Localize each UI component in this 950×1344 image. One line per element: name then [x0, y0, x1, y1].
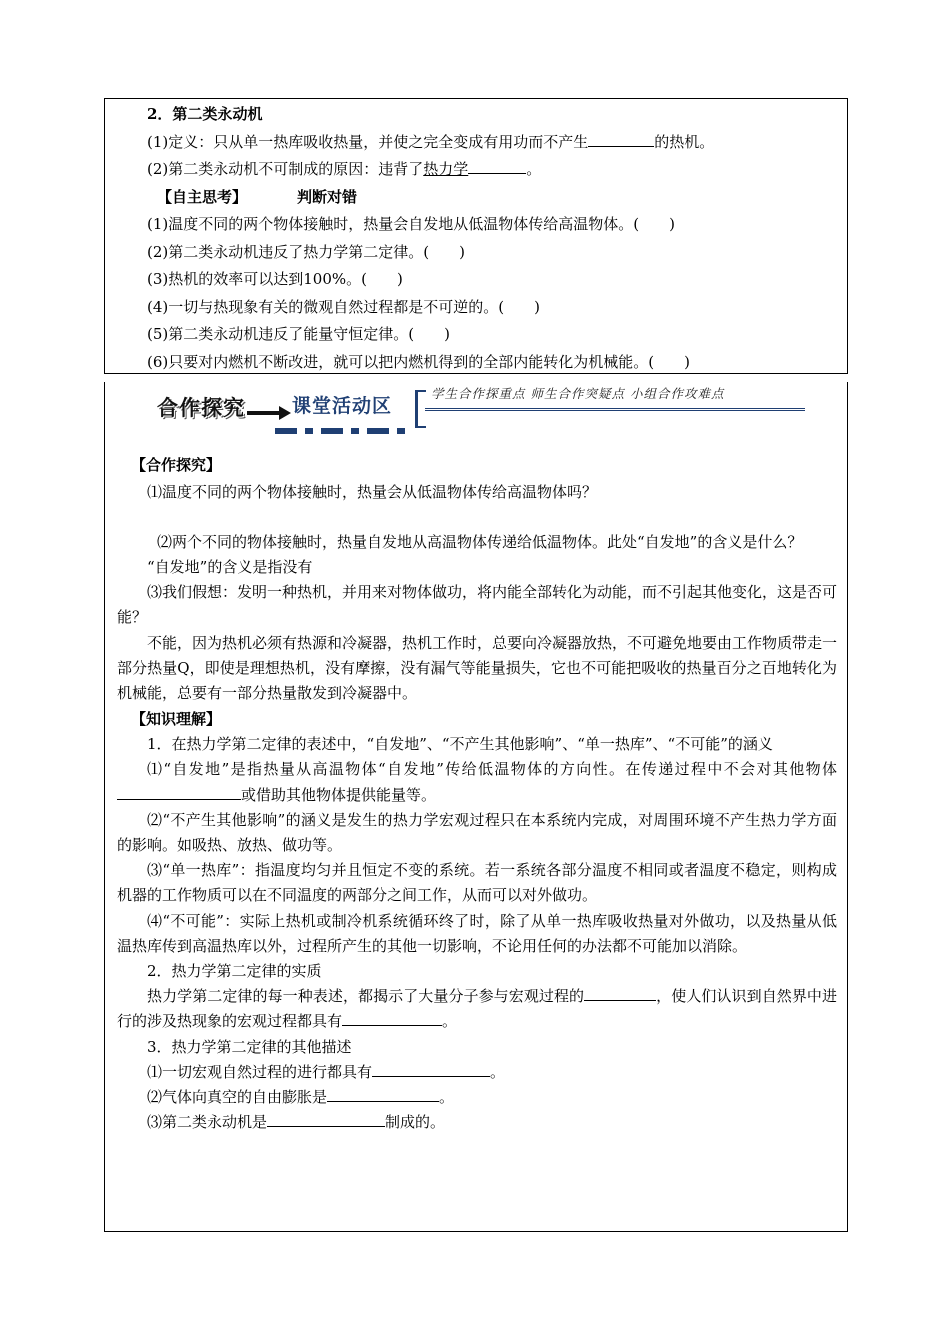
- k2a-tail: 。: [442, 1012, 458, 1031]
- knowledge-item-1d: ⑷“不可能”：实际上热机或制冷机系统循环终了时，除了从单一热库吸收热量对外做功，以及热量从低温热库传到高温热库以外，过程所产生的其他一切影响，不论用任何的办法都不可能加以消除。: [117, 911, 837, 955]
- think-subtitle: 判断对错: [297, 187, 358, 206]
- banner-slogan: 学生合作探重点 师生合作突疑点 小组合作攻难点: [431, 386, 725, 401]
- k2a-text: 热力学第二定律的每一种表述，都揭示了大量分子参与宏观过程的: [147, 987, 585, 1006]
- answer-blank[interactable]: [588, 132, 654, 147]
- k3a-text: ⑴一切宏观自然过程的进行都具有: [147, 1062, 373, 1081]
- k1a-tail: 或借助其他物体提供能量等。: [241, 785, 437, 804]
- k3b-text: ⑵气体向真空的自由膨胀是: [147, 1087, 328, 1106]
- judge-item: (2)第二类永动机违反了热力学第二定律。( ): [147, 242, 465, 261]
- answer-blank[interactable]: [267, 1112, 385, 1127]
- k3a-tail: 。: [490, 1062, 506, 1081]
- definition-line: [117, 129, 837, 157]
- answer-blank[interactable]: [342, 1011, 442, 1026]
- classroom-activity-cell: [104, 382, 848, 1232]
- coop-title: 【合作探究】: [131, 456, 222, 474]
- activity-banner: [157, 382, 837, 448]
- arrow-icon: [247, 406, 291, 420]
- k1a-text: ⑴“自发地”是指热量从高温物体“自发地”传给低温物体的方向性。在传递过程中不会对其他物体: [147, 760, 837, 779]
- think-heading: [117, 184, 837, 212]
- answer-blank[interactable]: [327, 1087, 439, 1102]
- worksheet-table: [104, 98, 848, 1232]
- k3b-tail: 。: [439, 1087, 455, 1106]
- knowledge-item-3c: [117, 1110, 837, 1135]
- banner-dash-decoration: [275, 428, 445, 436]
- judge-item: (1)温度不同的两个物体接触时，热量会自发地从低温物体传给高温物体。( ): [147, 215, 675, 233]
- knowledge-item-1a: [117, 757, 837, 807]
- reason-tail: 。: [526, 160, 542, 178]
- judge-item: (4)一切与热现象有关的微观自然过程都是不可逆的。( ): [147, 297, 540, 316]
- section-heading: 2．第二类永动机: [147, 105, 263, 123]
- coop-question-2: ⑵两个不同的物体接触时，热量自发地从高温物体传递给低温物体。此处“自发地”的含义是什么？: [157, 532, 803, 551]
- judge-item: (5)第二类永动机违反了能量守恒定律。( ): [147, 325, 450, 343]
- reason-fill: 热力学: [423, 160, 469, 178]
- judge-item: (3)热机的效率可以达到100%。( ): [147, 270, 403, 288]
- knowledge-item-2: 2．热力学第二定律的实质: [147, 961, 322, 980]
- knowledge-item-1c: ⑶“单一热库”：指温度均匀并且恒定不变的系统。若一系统各部分温度不相同或者温度不稳定，则构成机器的工作物质可以在不同温度的两部分之间工作，从而可以对外做功。: [117, 861, 837, 905]
- knowledge-item-3: 3．热力学第二定律的其他描述: [147, 1037, 352, 1056]
- answer-blank[interactable]: [372, 1062, 490, 1077]
- banner-rule: [425, 408, 805, 411]
- reason-text: (2)第二类永动机不可制成的原因：违背了: [147, 160, 424, 178]
- knowledge-item-2a: [117, 984, 837, 1034]
- knowledge-title: 【知识理解】: [131, 710, 222, 729]
- coop-answer-2: “自发地”的含义是指没有: [147, 557, 313, 576]
- coop-question-3: ⑶我们假想：发明一种热机，并用来对物体做功，将内能全部转化为动能，而不引起其他变化，这是否可能？: [117, 583, 838, 627]
- answer-blank[interactable]: [117, 785, 241, 800]
- think-title: 【自主思考】: [157, 187, 248, 206]
- definition-text: (1)定义：只从单一热库吸收热量，并使之完全变成有用功而不产生: [147, 132, 589, 151]
- knowledge-item-3b: [117, 1085, 837, 1110]
- k3c-text: ⑶第二类永动机是: [147, 1113, 268, 1132]
- coop-answer-3: 不能，因为热机必须有热源和冷凝器，热机工作时，总要向冷凝器放热，不可避免地要由工作物质带走一部分热量Q，即使是理想热机，没有摩擦，没有漏气等能量损失，它也不可能把吸收的热量百分之百地转化为机械能，总要有一部分热量散发到冷凝器中。: [117, 633, 838, 702]
- answer-blank[interactable]: [584, 986, 656, 1001]
- knowledge-item-1: 1．在热力学第二定律的表述中，“自发地”、“不产生其他影响”、“单一热库”、“不可能”的涵义: [147, 735, 773, 754]
- knowledge-item-1b: ⑵“不产生其他影响”的涵义是发生的热力学宏观过程只在本系统内完成，对周围环境不产生热力学方面的影响。如吸热、放热、做功等。: [117, 810, 837, 854]
- k3c-tail: 制成的。: [385, 1113, 446, 1132]
- answer-blank[interactable]: [468, 159, 526, 174]
- self-study-cell: [104, 98, 848, 374]
- coop-question-1: ⑴温度不同的两个物体接触时，热量会从低温物体传给高温物体吗？: [147, 482, 598, 501]
- banner-zone-title: 课堂活动区: [292, 395, 393, 417]
- banner-logo: 合作探究: [157, 395, 245, 420]
- definition-tail: 的热机。: [654, 132, 715, 151]
- knowledge-item-3a: [117, 1060, 837, 1085]
- reason-line: [117, 156, 837, 184]
- judge-item: (6)只要对内燃机不断改进，就可以把内燃机得到的全部内能转化为机械能。( ): [147, 352, 690, 371]
- k2a-mid: ，使人们认识到自然界中进行的涉及热现象的宏观过程都具有: [117, 987, 837, 1031]
